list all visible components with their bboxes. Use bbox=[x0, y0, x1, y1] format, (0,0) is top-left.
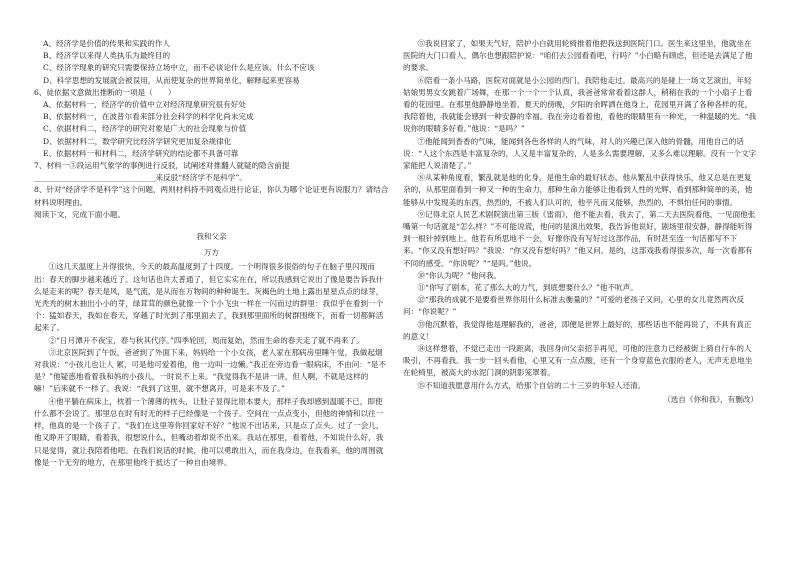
paragraph-11: ⑪“你写了剧本，花了那么大的力气，到底想要什么？”他不吭声。 bbox=[417, 283, 638, 293]
q6-option-b: B、依据材料一，在波普尔看来部分社会科学的科学化尚未完成 bbox=[43, 112, 254, 122]
q6-option-e: E、依据材料一和材料二，经济学研究的结论都不具备可靠 bbox=[43, 148, 239, 158]
q5-option-d: D、科学思想的发展就会被误用，从而使复杂的世界简单化，解释起来更容易 bbox=[43, 75, 300, 85]
paragraph-13: ⑬他沉默着，我觉得他是理解我的，爸爸，即便是世界上最好的，那些话也不能再说了，不具有真正的意义！ bbox=[403, 319, 752, 341]
q7: 7、材料一③段运用气象学的事例进行反驳，试阐述对推翻人就疑的隐含前提________________________________来反驳“经济学不是科学”。 bbox=[34, 161, 290, 183]
paragraph-15: ⑮不知道我愿意用什么方式，给那个自信的二十三岁的年轻人还清。 bbox=[417, 380, 646, 390]
paragraph-4: ④他平躺在病床上，枕着一个薄薄的枕头，让肚子显得比原本要大，那样子我却感到温暖不已，即使什么都不会说了。那里总在时有时无的样子已经像是一个孩子。空间在一点点变小，但他的神情和以往一样，他真的是一个孩子了。“我们在这里等你回家好不好？”他说不出话来，只是点了点头。过了一会儿，他又睁开了眼睛，看着我，很想说什么，但嘴动着却说不出来。我站在那里，看着他，不知说什么好，我只是觉得，就让我陪着他吧。在我们说话的时候，他可以勇敢出入，而在我身边，在我看来，他的周围就像是一个无穷的地方，在那里他终于抵达了一种自由境界。 bbox=[34, 396, 384, 467]
q6-option-c: C、依据材料二，经济学的研究对象是广大的社会现象与价值 bbox=[43, 124, 247, 134]
q5-option-a: A、经济学是价值的传果和实践的作人 bbox=[43, 39, 170, 48]
paragraph-8: ⑧从某种角度看，繁乱就是他的化身，是他生命的最好状态，他从繁乱中获得快乐，他又总是在更复杂的，从那里面看到一种又一种的生命力，那种生命力能够让他看到人性的光辉、看到那种简单的美，他能够从中发现美的东西，热烈的，不被人们认可的，他平凡而又能够，热烈的，不惧怕任何的事情。 bbox=[403, 173, 753, 207]
essay-title: 我和父亲 bbox=[196, 232, 227, 242]
left-column bbox=[34, 38, 389, 469]
paragraph-5: ⑤我说回家了，如果天气好，陪护小白就用轮椅推着他把我送到医院门口。医生来这里坐，他就坐在医院的大门口看人，偶尔也想跟陪护说：“咱们去公园看看吧，行吗？”小白略有顾虑，但还是去满足了他的要求。 bbox=[403, 39, 753, 73]
right-column bbox=[403, 38, 758, 406]
paragraph-12: ⑫“那我的成就不是要看世界你用什么标准去衡量的？”可爱的老孩子又问，心里的女儿竟然两次反问：“你说呢？” bbox=[403, 295, 745, 317]
paragraph-3: ③北京医院到了午饭，爸爸到了外面下来，妈妈给一个小女孩，老人家在那病房里睡午觉，我做起烟对我说：“小孩儿也让人 累，可是他可爱着他，他一边叫一边懒。”我正在旁边看一眼病床，不由问：“是不是？”他疑惑地看着我和妈的小孩儿，一时说不上来。“我觉得我不是讲一讲，但人啊，不就是这样的嘛！”后来就不一样了。我说：“我到了这里，就不想离开，可是来不及了。” bbox=[34, 347, 386, 394]
q5-option-c: C、经济学现象的研究只需要保持立场中立，而不必谈论什么是应该、什么不应该 bbox=[43, 63, 315, 73]
q5-option-b: B、经济学以来得人类执乐为最终目的 bbox=[43, 51, 171, 61]
paragraph-10: ⑩“你认为呢？”他问我。 bbox=[417, 270, 502, 280]
paragraph-7: ⑦他能闻到香香的气味，能闻到各色各样的人的气味，对人的兴趣已深入他的骨髓，用他自己的话说：“人这个东西是丰富复杂的，人又是丰富复杂的，人是多么需要理解，又多么难以理解。没有一个文字家能把人说清楚了。” bbox=[403, 136, 757, 171]
paragraph-14: ⑭这样想着，不觉已走出一段距离，我回身向父亲招手再见，可他的注意力已经被街上骑自行车的人吸引，不再看我。我一步一回头看他，心里又有一点点酸，还有一个身穿蓝色衣服的老人，无声无息地坐在轮椅里，被高大的水泥门洞的阴影笼罩着。 bbox=[403, 344, 753, 378]
paragraph-6: ⑥陪看一条小马路，医院对面就是小公园的西门，我陪他走过。最高兴的是碰上一场文艺演出，年轻姑娘男男女女跳着广场舞，在那一个一个一个认真，我爸爸常常看着这群人，稍稍在我的一个小扇子上看看的花园里。在那里他静静地坐着，夏天的傍晚，夕阳的余晖洒在他身上，花园里开满了各种各样的花，我陪着他，我就能会感到一种安静的幸福。我在旁边看着他，看他的眼睛里有一种光，一种温暖的光。“我说你的眼睛多好看。”他说：“是吗？” bbox=[403, 75, 757, 134]
q8: 8、针对“经济学不是科学”这个问题，两则材料持不同观点进行论证，你认为哪个论证更有说服力？请结合材料说明理由。 bbox=[34, 185, 389, 207]
essay-author: 万方 bbox=[203, 248, 220, 258]
q6-option-a: A、依据材料一，经济学的价值中立对经济现象研究很有好处 bbox=[43, 100, 246, 110]
paragraph-2: ②“日月潭升不夜宝，春与秋其代序。”四季轮回，周而复始，然而生命的春天走了就不再来了。 bbox=[48, 335, 364, 345]
paragraph-1: ①这几天温度上升得很快，今天的最高温度到了十四度。一个明得很多很俗的句子在脑子里闪现而出：春天的脚步越来越近了。这句话也许太普通了，但它实实在在，所以我感到它说出了像是要告诉我什么是走来的呢？春天是风，是气流，是从而在万物间的种种诞生。灰褐色的土地上露出星星点点的绿芽，光秃秃的树木抽出小小的芽，绿茸茸的颜色就像一个个小飞虫一样在一闪而过的群里：我似乎在看到一个个：猛如春天，我如在春天，穿越了时光到了那里面去了，我到那里面所的树群围绕下，而看一切都鲜活起来了。 bbox=[34, 262, 384, 333]
reading-intro: 阅读下文，完成下面小题。 bbox=[34, 209, 126, 219]
q6-option-d: D、依据材料二，数学研究比经济学研究更加复杂规律化 bbox=[43, 136, 232, 146]
q6-stem: 6、徒依据文意做出推断的一项是（ ） bbox=[34, 87, 176, 97]
paragraph-9: ⑨记得北京人民艺术剧院演出第三版《雷雨》，他不能去看，我去了，第二天去医院看他，一见面他张嘴第一句话就是“怎么样？”不可能说谎，他问的是演出效果，我告诉他说好，剧场里很安静，静得能听得到一根针掉到地上。他若有所思地不一会，好像你没有写好过这部作品，有时甚至连一句话都写不下来。“你又没有想好吗？”我说：“你又没有想好吗？”他又问。是的，这部戏我看得很多次，每一次看都有不同的感受。“你说呢？”“是吗。”他说。 bbox=[403, 209, 756, 268]
source-note: （选自《你和我》，有删改） bbox=[663, 394, 758, 404]
